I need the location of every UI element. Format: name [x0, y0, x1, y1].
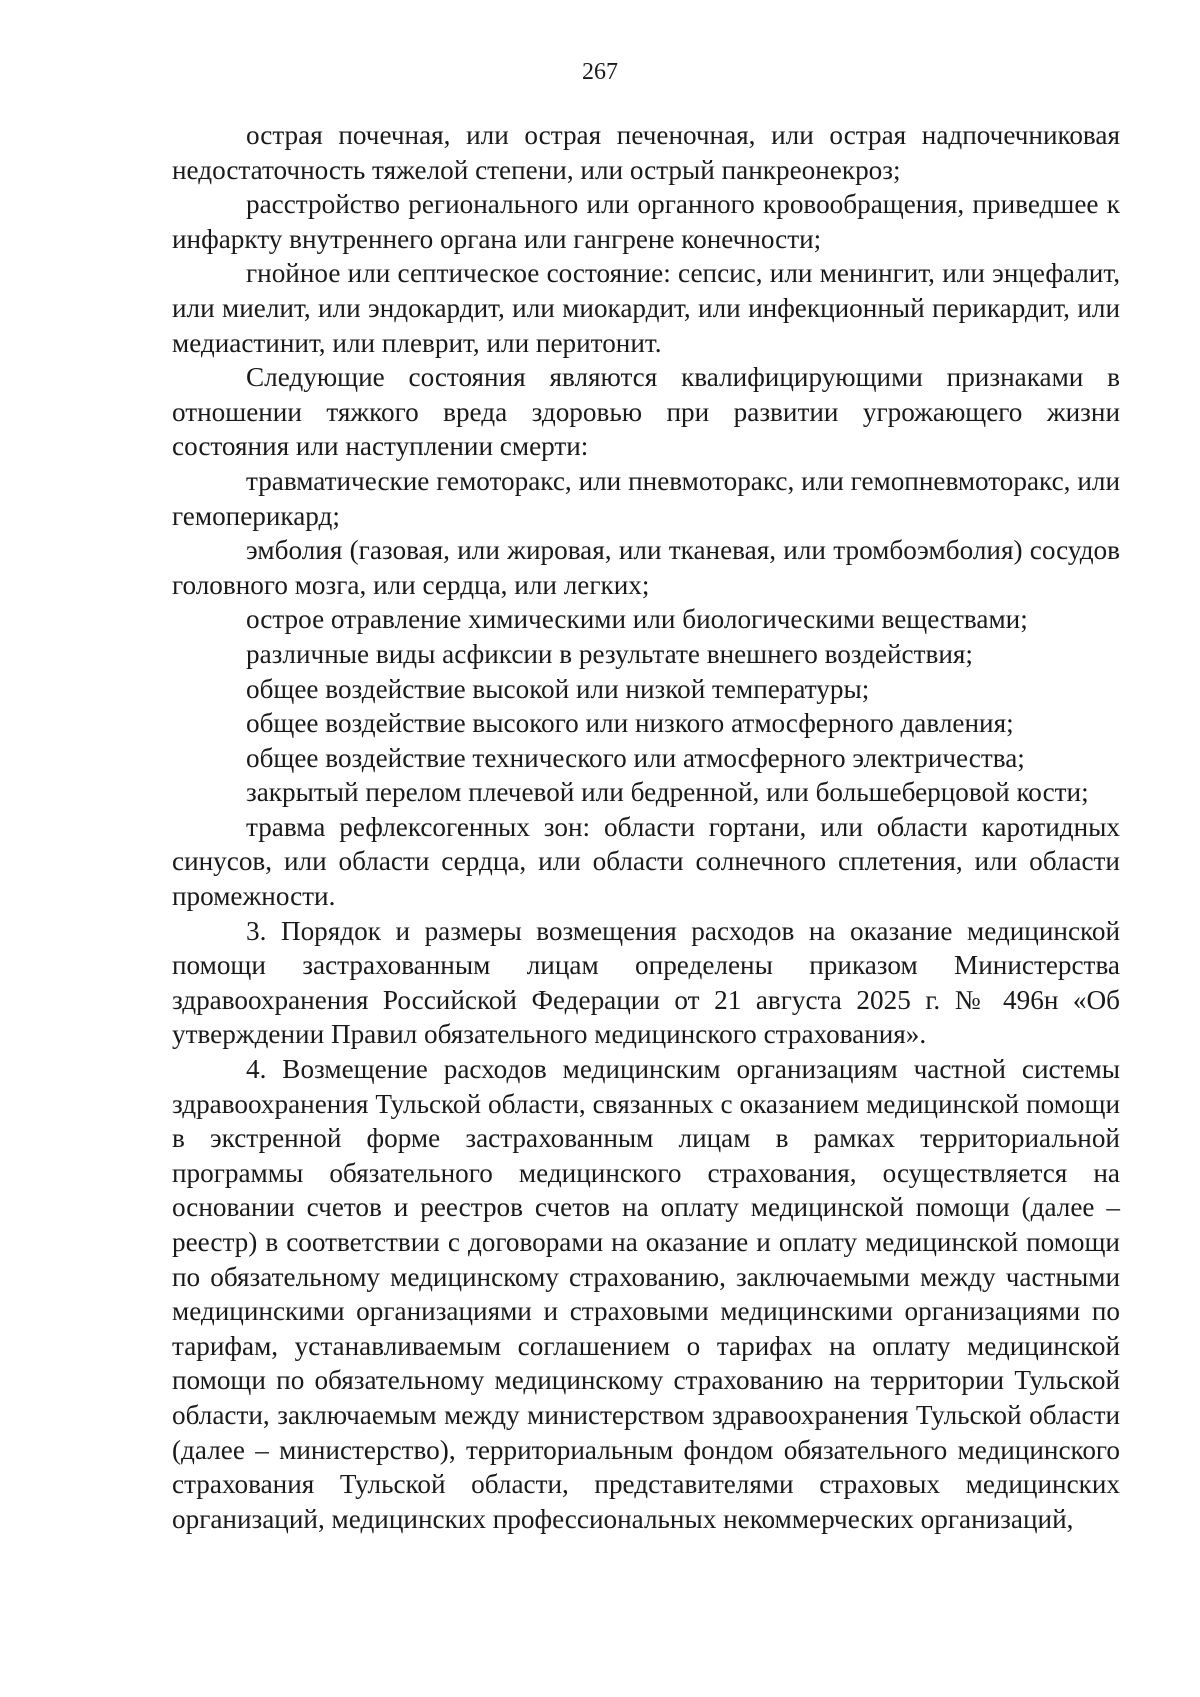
paragraph: общее воздействие технического или атмосферного электричества; [246, 742, 1025, 773]
paragraph: эмболия (газовая, или жировая, или тканевая, или тромбоэмболия) сосудов головного мозга, или сердца, или легких; [172, 535, 1120, 600]
paragraph: острое отравление химическими или биологическими веществами; [246, 604, 1028, 635]
paragraph: различные виды асфиксии в результате внешнего воздействия; [246, 638, 973, 669]
paragraph: травматические гемоторакс, или пневмоторакс, или гемопневмоторакс, или гемоперикард; [172, 465, 1120, 531]
paragraph: расстройство регионального или органного кровообращения, приведшее к инфаркту внутреннего органа или гангрене конечности; [172, 189, 1120, 254]
paragraph: острая почечная, или острая печеночная, или острая надпочечниковая недостаточность тяжелой степени, или острый панкреонекроз; [172, 120, 1120, 185]
paragraph: 3. Порядок и размеры возмещения расходов на оказание медицинской помощи застрахованным лицам определены приказом Министерства здравоохранения Российской Федерации от 21 августа 2025 г. № 496н «Об утверждении Правил обязательного медицинского страхования». [172, 915, 1120, 1050]
paragraph: закрытый перелом плечевой или бедренной, или большеберцовой кости; [246, 777, 1089, 808]
paragraph: Следующие состояния являются квалифицирующими признаками в отношении тяжкого вреда здоровью при развитии угрожающего жизни состояния или наступлении смерти: [172, 362, 1120, 462]
paragraph: гнойное или септическое состояние: сепсис, или менингит, или энцефалит, или миелит, или эндокардит, или миокардит, или инфекционный перикардит, или медиастинит, или плеврит, или перитонит. [172, 258, 1120, 358]
paragraph: общее воздействие высокого или низкого атмосферного давления; [246, 708, 1014, 739]
page-number: 267 [582, 59, 618, 85]
paragraph: общее воздействие высокой или низкой температуры; [246, 673, 870, 704]
paragraph: 4. Возмещение расходов медицинским организациям частной системы здравоохранения Тульской области, связанных с оказанием медицинской помощи в экстренной форме застрахованным лицам в рамках территориальной программы обязательного медицинского страхования, осуществляется на основании счетов и реестров счетов на оплату медицинской помощи (далее – реестр) в соответствии с договорами на оказание и оплату медицинской помощи по обязательному медицинскому страхованию, заключаемыми между частными медицинскими организациями и страховыми медицинскими организациями по тарифам, устанавливаемым соглашением о тарифах на оплату медицинской помощи по обязательному медицинскому страхованию на территории Тульской области, заключаемым между министерством здравоохранения Тульской области (далее – министерство), территориальным фондом обязательного медицинского страхования Тульской области, представителями страховых медицинских организаций, медицинских профессиональных некоммерческих организаций, [172, 1054, 1120, 1534]
paragraph: травма рефлексогенных зон: области гортани, или области каротидных синусов, или области сердца, или области солнечного сплетения, или области промежности. [172, 811, 1120, 912]
document-body [172, 118, 1120, 1536]
